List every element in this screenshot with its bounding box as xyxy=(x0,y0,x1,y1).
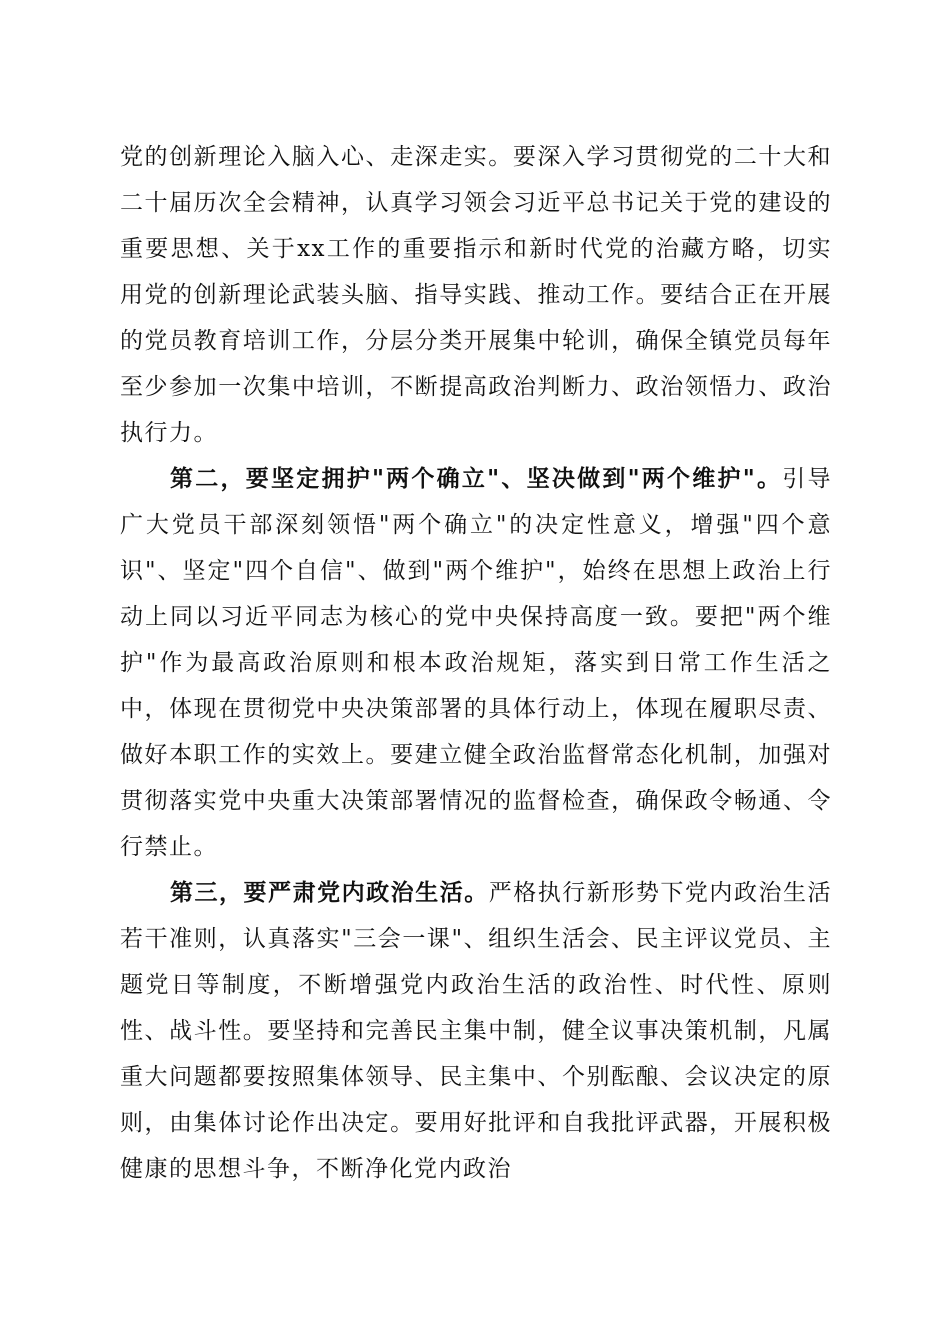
paragraph-third xyxy=(120,870,832,1192)
paragraph-1-text: 党的创新理论入脑入心、走深走实。要深入学习贯彻党的二十大和二十届历次全会精神，认真学习领会习近平总书记关于党的建设的重要思想、关于xx工作的重要指示和新时代党的治藏方略，切实用党的创新理论武装头脑、指导实践、推动工作。要结合正在开展的党员教育培训工作，分层分类开展集中轮训，确保全镇党员每年至少参加一次集中培训，不断提高政治判断力、政治领悟力、政治执行力。 xyxy=(120,144,832,446)
document-page xyxy=(120,134,832,1192)
paragraph-3-text: 严格执行新形势下党内政治生活若干准则，认真落实"三会一课"、组织生活会、民主评议党员、主题党日等制度，不断增强党内政治生活的政治性、时代性、原则性、战斗性。要坚持和完善民主集中制，健全议事决策机制，凡属重大问题都要按照集体领导、民主集中、个别酝酿、会议决定的原则，由集体讨论作出决定。要用好批评和自我批评武器，开展积极健康的思想斗争，不断净化党内政治 xyxy=(120,880,833,1182)
paragraph-second xyxy=(120,456,832,870)
paragraph-continuation xyxy=(120,134,832,456)
paragraph-3-heading: 第三，要严肃党内政治生活。 xyxy=(170,879,489,906)
paragraph-2-text: 引导广大党员干部深刻领悟"两个确立"的决定性意义，增强"四个意识"、坚定"四个自信"、做到"两个维护"，始终在思想上政治上行动上同以习近平同志为核心的党中央保持高度一致。要把"两个维护"作为最高政治原则和根本政治规矩，落实到日常工作生活之中，体现在贯彻党中央决策部署的具体行动上，体现在履职尽责、做好本职工作的实效上。要建立健全政治监督常态化机制，加强对贯彻落实党中央重大决策部署情况的监督检查，确保政令畅通、令行禁止。 xyxy=(120,466,833,860)
paragraph-2-heading: 第二，要坚定拥护"两个确立"、坚决做到"两个维护"。 xyxy=(170,465,783,492)
